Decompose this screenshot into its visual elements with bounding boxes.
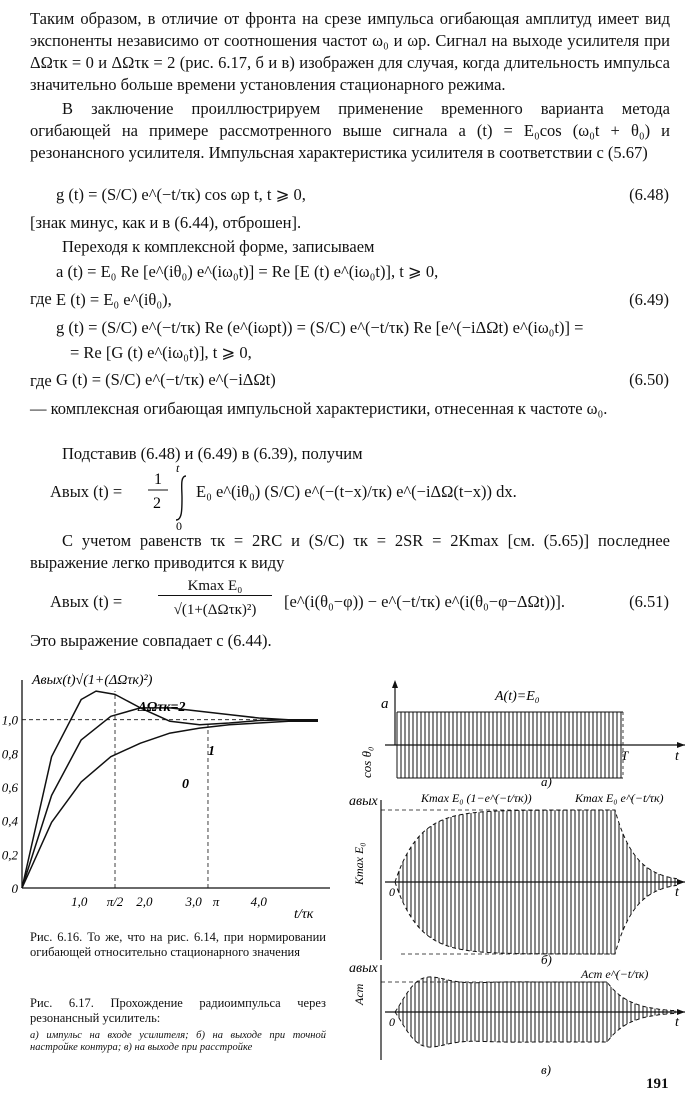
svg-text:1: 1 <box>154 471 162 488</box>
panel-a-sub-label: а) <box>541 774 552 789</box>
chart-series <box>22 691 318 888</box>
panel-b-ylabel: aвых <box>349 794 378 809</box>
paragraph-envelope-summary: Таким образом, в отличие от фронта на срезе импульса огибающая амплитуд имеет вид экспоненты независимо от соотношения частот ω₀ и ωр. Сигнал на выходе усилителя при ΔΩτк = 0 и ΔΩτк = 2 (рис. 6.17, б и в) изображен для случая, когда длительность импульса значительно больше времени установления стационарного режима. <box>30 9 670 94</box>
equation-6-50: G (t) = (S/C) e^(−t/τк) e^(−iΔΩt) <box>56 370 276 389</box>
chart-xlabel: t/τк <box>294 907 314 922</box>
panel-a-ylabel: a <box>381 696 389 712</box>
paragraph-sign-note: [знак минус, как и в (6.44), отброшен]. <box>30 213 302 232</box>
series-line-1 <box>22 708 318 888</box>
figure-6-16-chart <box>0 660 345 925</box>
panel-b-rise-label: Kmax E₀ (1−e^(−t/τк)) <box>421 791 532 805</box>
svg-text:2: 2 <box>153 495 161 512</box>
equation-6-51-lhs: Aвых (t) = <box>50 592 123 611</box>
page-number: 191 <box>646 1076 669 1092</box>
panel-a-envelope-label: A(t)=E₀ <box>495 689 540 704</box>
equation-integral-lhs: Aвых (t) = <box>50 482 123 501</box>
x-tick-label-1: π/2 <box>106 894 124 909</box>
paragraph-equalities: С учетом равенств τк = 2RC и (S/C) τк = 2SR = 2Kmax [см. (5.65)] последнее выражение легко приводится к виду <box>30 531 670 572</box>
curve-label-2: ΔΩτк=2 <box>138 700 186 715</box>
x-tick-label-4: π <box>212 894 220 909</box>
panel-a-T-label: T <box>621 748 629 763</box>
equation-6-48: g (t) = (S/C) e^(−t/τк) cos ωр t, t ⩾ 0, <box>56 185 306 204</box>
paragraph-substitution: Подставив (6.48) и (6.49) в (6.39), получим <box>62 444 363 463</box>
equation-6-49d: = Re [G (t) e^(iω₀t)], t ⩾ 0, <box>70 343 252 362</box>
equation-number-6-51: (6.51) <box>629 592 669 611</box>
figure-6-17-diagram <box>345 660 691 1080</box>
panel-b-t-label: t <box>675 885 679 900</box>
panel-a-cos-label: cos θ₀ <box>359 746 374 778</box>
paragraph-complex-envelope: — комплексная огибающая импульсной характеристики, отнесенная к частоте ω₀. <box>30 399 608 418</box>
equation-number-6-49: (6.49) <box>629 290 669 309</box>
equation-6-49b: E (t) = E₀ e^(iθ₀), <box>56 290 172 309</box>
paragraph-complex-form: Переходя к комплексной форме, записываем <box>62 237 375 256</box>
panel-a <box>359 680 685 789</box>
series-line-2 <box>22 721 318 888</box>
equation-integral-rhs: E₀ e^(iθ₀) (S/C) e^(−(t−x)/τк) e^(−iΔΩ(t−x)) dx. <box>196 482 517 501</box>
x-tick-label-0: 1,0 <box>71 894 88 909</box>
panel-b-fall-label: Kmax E₀ e^(−t/τк) <box>575 791 664 805</box>
panel-c-zero: 0 <box>389 1015 395 1029</box>
chart-ticks <box>2 713 268 909</box>
equation-6-49c: g (t) = (S/C) e^(−t/τк) Re (e^(iωрt)) = (S/C) e^(−t/τк) Re [e^(−iΔΩt) e^(iω₀t)] = <box>56 318 584 337</box>
figure-6-16-caption: Рис. 6.16. То же, что на рис. 6.14, при нормировании огибающей относительно стационарного значения <box>30 930 326 959</box>
paragraph-coincides: Это выражение совпадает с (6.44). <box>30 631 272 650</box>
equation-6-49a: a (t) = E₀ Re [e^(iθ₀) e^(iω₀t)] = Re [E (t) e^(iω₀t)], t ⩾ 0, <box>56 262 439 281</box>
figure-6-17-caption-title: Рис. 6.17. Прохождение радиоимпульса через резонансный усилитель: <box>30 996 326 1025</box>
panel-c-fall-label: Aст e^(−t/τк) <box>581 967 649 981</box>
y-tick-label-1: 0,2 <box>1 847 18 863</box>
panel-b <box>349 791 685 967</box>
x-tick-label-2: 2,0 <box>136 894 153 909</box>
where-label-2: где <box>30 371 52 390</box>
equation-number-6-48: (6.48) <box>629 185 669 204</box>
panel-b-sub-label: б) <box>541 952 552 967</box>
panel-c-ylabel: aвых <box>349 961 378 976</box>
y-tick-label-4: 0,8 <box>1 746 18 762</box>
x-tick-label-5: 4,0 <box>250 894 267 909</box>
y-tick-label-3: 0,6 <box>1 780 18 795</box>
panel-c-t-label: t <box>675 1015 679 1030</box>
panel-c-amp-label: Aст <box>352 983 366 1005</box>
equation-6-51-numerator: Kmax E₀ <box>158 578 272 596</box>
panel-c <box>349 961 685 1077</box>
equation-6-51-denominator: √(1+(ΔΩτк)²) <box>173 602 257 618</box>
series-line-0 <box>22 691 318 888</box>
svg-text:0: 0 <box>176 519 182 530</box>
curve-label-0: 0 <box>182 777 189 792</box>
y-tick-label-5: 1,0 <box>1 712 18 728</box>
panel-a-t-label: t <box>675 749 679 764</box>
paragraph-time-method: В заключение проиллюстрируем применение временного варианта метода огибающей на примере рассмотренного выше сигнала a (t) = E₀cos (ω₀t + θ₀) и резонансного усилителя. Импульсная характеристика усилителя в соответствии с (5.67) <box>30 99 670 162</box>
integral-sign <box>172 458 196 530</box>
x-tick-label-3: 3,0 <box>185 894 202 909</box>
panel-c-sub-label: в) <box>541 1062 551 1077</box>
where-label-1: где <box>30 289 52 308</box>
chart-ylabel: Aвых(t)√(1+(ΔΩτк)²) <box>32 673 153 688</box>
figure-6-17-caption-items: а) импульс на входе усилителя; б) на выходе при точной настройке контура; в) на выходе при расстройке <box>30 1030 326 1053</box>
y-tick-label-2: 0,4 <box>1 813 18 829</box>
svg-text:t: t <box>176 461 180 475</box>
panel-b-amp-label: Kmax E₀ <box>352 842 366 885</box>
equation-number-6-50: (6.50) <box>629 370 669 389</box>
equation-6-51-rhs: [e^(i(θ₀−φ)) − e^(−t/τк) e^(i(θ₀−φ−ΔΩt))]. <box>284 592 565 611</box>
curve-label-1: 1 <box>208 744 215 759</box>
panel-b-zero: 0 <box>389 885 395 899</box>
y-tick-label-0: 0 <box>11 881 18 896</box>
